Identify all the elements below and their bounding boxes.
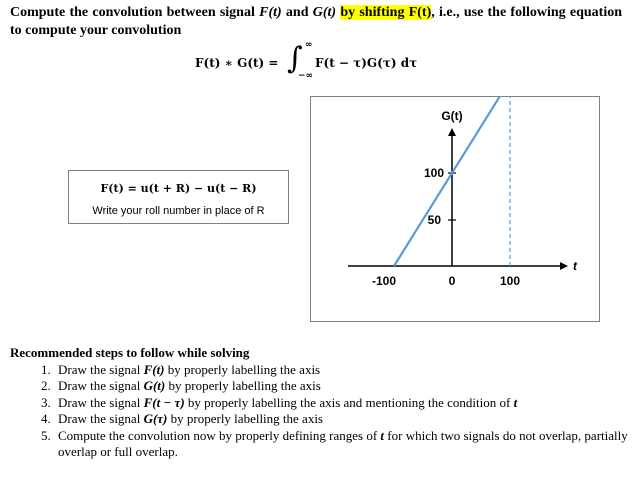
integral-sign: ∫	[287, 41, 303, 76]
problem-text: Compute the convolution between signal	[10, 5, 260, 20]
step-text: by properly labelling the axis and mentioning the condition of	[184, 394, 514, 410]
x-axis-label: t	[573, 259, 577, 273]
y-tick-label-100: 100	[423, 166, 444, 180]
step-math: F(t)	[143, 361, 165, 377]
convolution-equation	[195, 42, 435, 82]
step-math: t	[380, 427, 385, 443]
f-definition-box	[68, 170, 289, 224]
step-math: F(t − τ)	[143, 394, 185, 410]
highlighted-instruction: by shifting F(t)	[340, 5, 432, 20]
step-math: G(t)	[143, 378, 166, 393]
step-text: Draw the signal	[58, 411, 144, 426]
steps-list	[10, 362, 630, 461]
step-text: by properly labelling the axis	[164, 361, 321, 377]
roll-number-note: Write your roll number in place of R	[92, 205, 265, 217]
f-definition: F(t) = u(t + R) − u(t − R)	[100, 182, 257, 195]
step-item	[54, 362, 630, 379]
step-item	[54, 428, 630, 461]
recommended-steps	[10, 345, 630, 461]
step-math: t	[513, 394, 518, 410]
y-tick-label-50: 50	[427, 213, 441, 227]
x-tick-label-100: 100	[499, 274, 521, 288]
g-of-t: G(t)	[312, 5, 337, 20]
step-text: Compute the convolution now by properly defining ranges of	[58, 427, 381, 443]
x-tick-label-neg100: -100	[371, 274, 397, 288]
equation-integrand: F(t − τ)G(τ) dτ	[315, 56, 418, 70]
step-item	[54, 378, 630, 395]
steps-title: Recommended steps to follow while solving	[10, 345, 250, 360]
f-of-t: F(t)	[259, 5, 282, 20]
integral-upper-limit: ∞	[305, 40, 313, 50]
step-math: G(τ)	[143, 411, 168, 426]
y-axis-label: G(t)	[441, 109, 463, 123]
equation-lhs: F(t) ∗ G(t) =	[195, 56, 279, 70]
problem-and: and	[281, 5, 313, 20]
x-tick-label-0: 0	[448, 274, 456, 288]
integral-lower-limit: −∞	[298, 71, 314, 81]
g-signal-graph	[310, 96, 600, 322]
step-item	[54, 411, 630, 428]
step-text: for which two signals do not overlap, partially overlap or full overlap.	[58, 427, 628, 459]
step-item	[54, 395, 630, 412]
step-text: by properly labelling the axis	[165, 378, 321, 393]
problem-text-end: , i.e., use the following equation to compute your convolution	[10, 5, 623, 38]
step-text: Draw the signal	[58, 361, 144, 377]
step-text: Draw the signal	[58, 394, 144, 410]
step-text: Draw the signal	[58, 378, 144, 393]
step-text: by properly labelling the axis	[167, 411, 323, 426]
problem-statement	[10, 4, 622, 40]
